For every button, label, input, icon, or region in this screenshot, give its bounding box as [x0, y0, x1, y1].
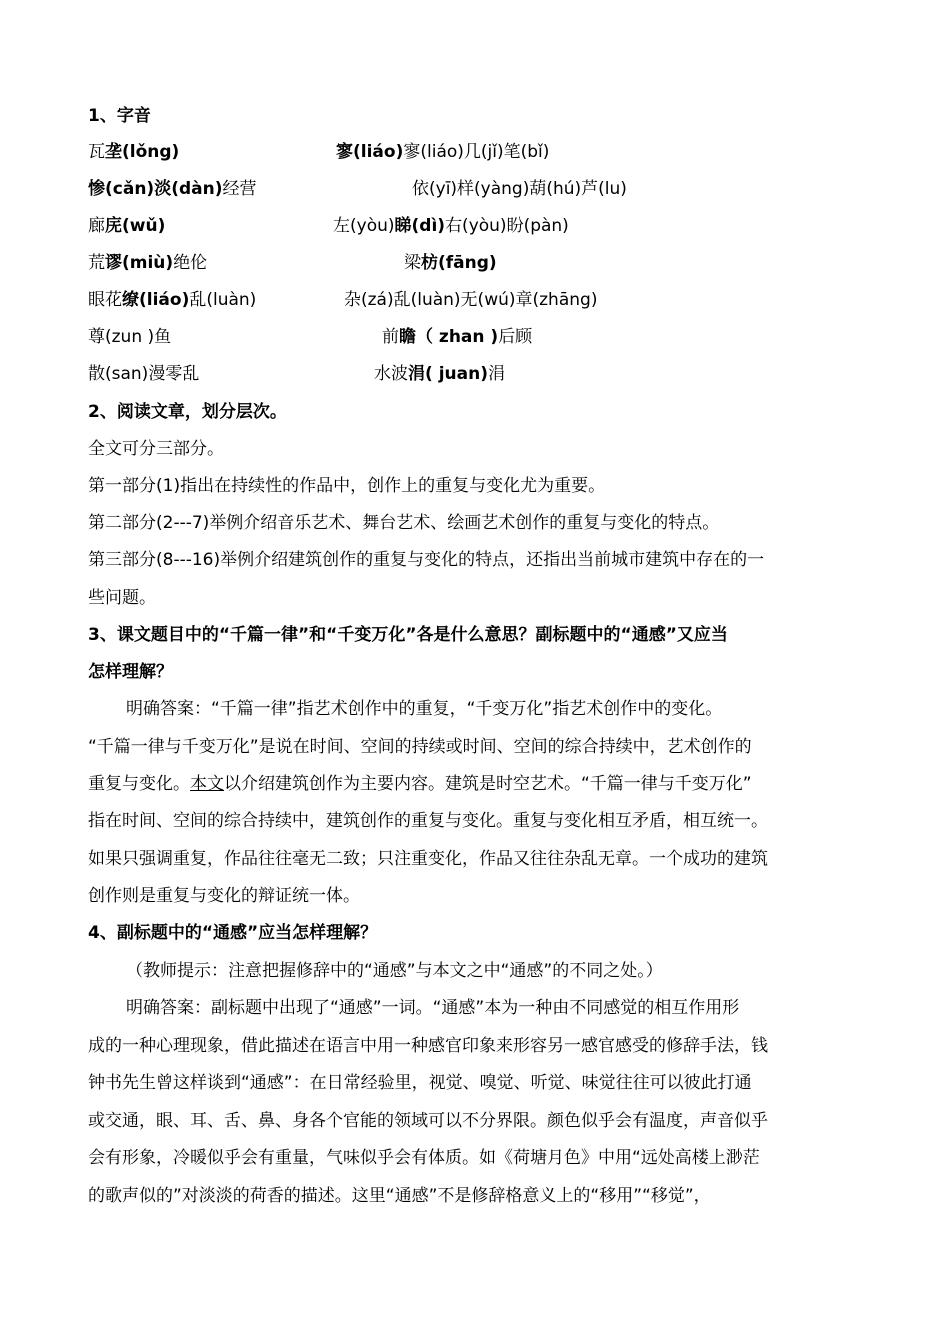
- pinyin-row-2-col2: 依(yī)样(yàng)葫(hú)芦(lu): [412, 179, 627, 199]
- section-heading-2: 2、阅读文章，划分层次。: [88, 402, 287, 422]
- pinyin-row-6-col1: 尊(zun )鱼: [88, 327, 172, 347]
- pinyin-row-1-col2: 寥(liáo)寥(liáo)几(jǐ)笔(bǐ): [336, 142, 550, 162]
- section4-line-1: 明确答案：副标题中出现了“通感”一词。“通感”本为一种由不同感觉的相互作用形: [126, 998, 740, 1018]
- underlined-term: 本文: [190, 774, 224, 794]
- section2-line-5: 些问题。: [88, 588, 156, 608]
- section4-line-6: 的歌声似的”对淡淡的荷香的描述。这里“通感”不是修辞格意义上的“移用”“移觉”，: [88, 1186, 711, 1206]
- section3-line-1: 明确答案：“千篇一律”指艺术创作中的重复，“千变万化”指艺术创作中的变化。: [126, 699, 723, 719]
- section2-line-1: 全文可分三部分。: [88, 439, 224, 459]
- pinyin-row-6-col2: 前瞻（ zhan )后顾: [382, 327, 533, 347]
- section-heading-4: 4、副标题中的“通感”应当怎样理解？: [88, 923, 378, 943]
- pinyin-row-2-col1: 惨(cǎn)淡(dàn)经营: [88, 179, 257, 199]
- section4-line-5: 会有形象，冷暖似乎会有重量，气味似乎会有体质。如《荷塘月色》中用“远处高楼上渺茫: [88, 1148, 760, 1168]
- pinyin-row-7-col1: 散(san)漫零乱: [88, 364, 200, 384]
- section4-line-3: 钟书先生曾这样谈到“通感”：在日常经验里，视觉、嗅觉、听觉、味觉往往可以彼此打通: [88, 1073, 752, 1093]
- pinyin-row-7-col2: 水波涓( juan)涓: [374, 364, 505, 384]
- section-heading-1: 1、字音: [88, 106, 151, 126]
- section4-line-2: 成的一种心理现象，借此描述在语言中用一种感官印象来形容另一感官感受的修辞手法，钱: [88, 1036, 768, 1056]
- section3-line-3: 重复与变化。本文以介绍建筑创作为主要内容。建筑是时空艺术。“千篇一律与千变万化”: [88, 774, 752, 794]
- section4-teacher-hint: （教师提示：注意把握修辞中的“通感”与本文之中“通感”的不同之处。）: [126, 961, 663, 981]
- section-heading-3-line-1: 3、课文题目中的“千篇一律”和“千变万化”各是什么意思？副标题中的“通感”又应当: [88, 625, 728, 645]
- pinyin-row-4-col1: 荒谬(miù)绝伦: [88, 253, 208, 273]
- section3-line-5: 如果只强调重复，作品往往毫无二致；只注重变化，作品又往往杂乱无章。一个成功的建筑: [88, 849, 768, 869]
- section4-line-4: 或交通，眼、耳、舌、鼻、身各个官能的领域可以不分界限。颜色似乎会有温度，声音似乎: [88, 1111, 768, 1131]
- pinyin-row-3-col2: 左(yòu)睇(dì)右(yòu)盼(pàn): [333, 216, 569, 236]
- section3-line-4: 指在时间、空间的综合持续中，建筑创作的重复与变化。重复与变化相互矛盾，相互统一。: [88, 811, 768, 831]
- section2-line-3: 第二部分(2---7)举例介绍音乐艺术、舞台艺术、绘画艺术创作的重复与变化的特点。: [88, 513, 720, 533]
- section-heading-3-line-2: 怎样理解？: [88, 662, 173, 682]
- pinyin-row-1-col1: 瓦垄(lǒng): [88, 142, 180, 162]
- pinyin-row-4-col2: 梁枋(fāng): [404, 253, 497, 273]
- pinyin-row-5-col2: 杂(zá)乱(luàn)无(wú)章(zhāng): [344, 290, 598, 310]
- pinyin-row-5-col1: 眼花缭(liáo)乱(luàn): [88, 290, 257, 310]
- section2-line-2: 第一部分(1)指出在持续性的作品中，创作上的重复与变化尤为重要。: [88, 476, 606, 496]
- section3-line-6: 创作则是重复与变化的辩证统一体。: [88, 886, 360, 906]
- pinyin-row-3-col1: 廊庑(wǔ): [88, 216, 166, 236]
- section2-line-4: 第三部分(8---16)举例介绍建筑创作的重复与变化的特点，还指出当前城市建筑中存在的一: [88, 550, 765, 570]
- section3-line-2: “千篇一律与千变万化”是说在时间、空间的持续或时间、空间的综合持续中，艺术创作的: [88, 737, 752, 757]
